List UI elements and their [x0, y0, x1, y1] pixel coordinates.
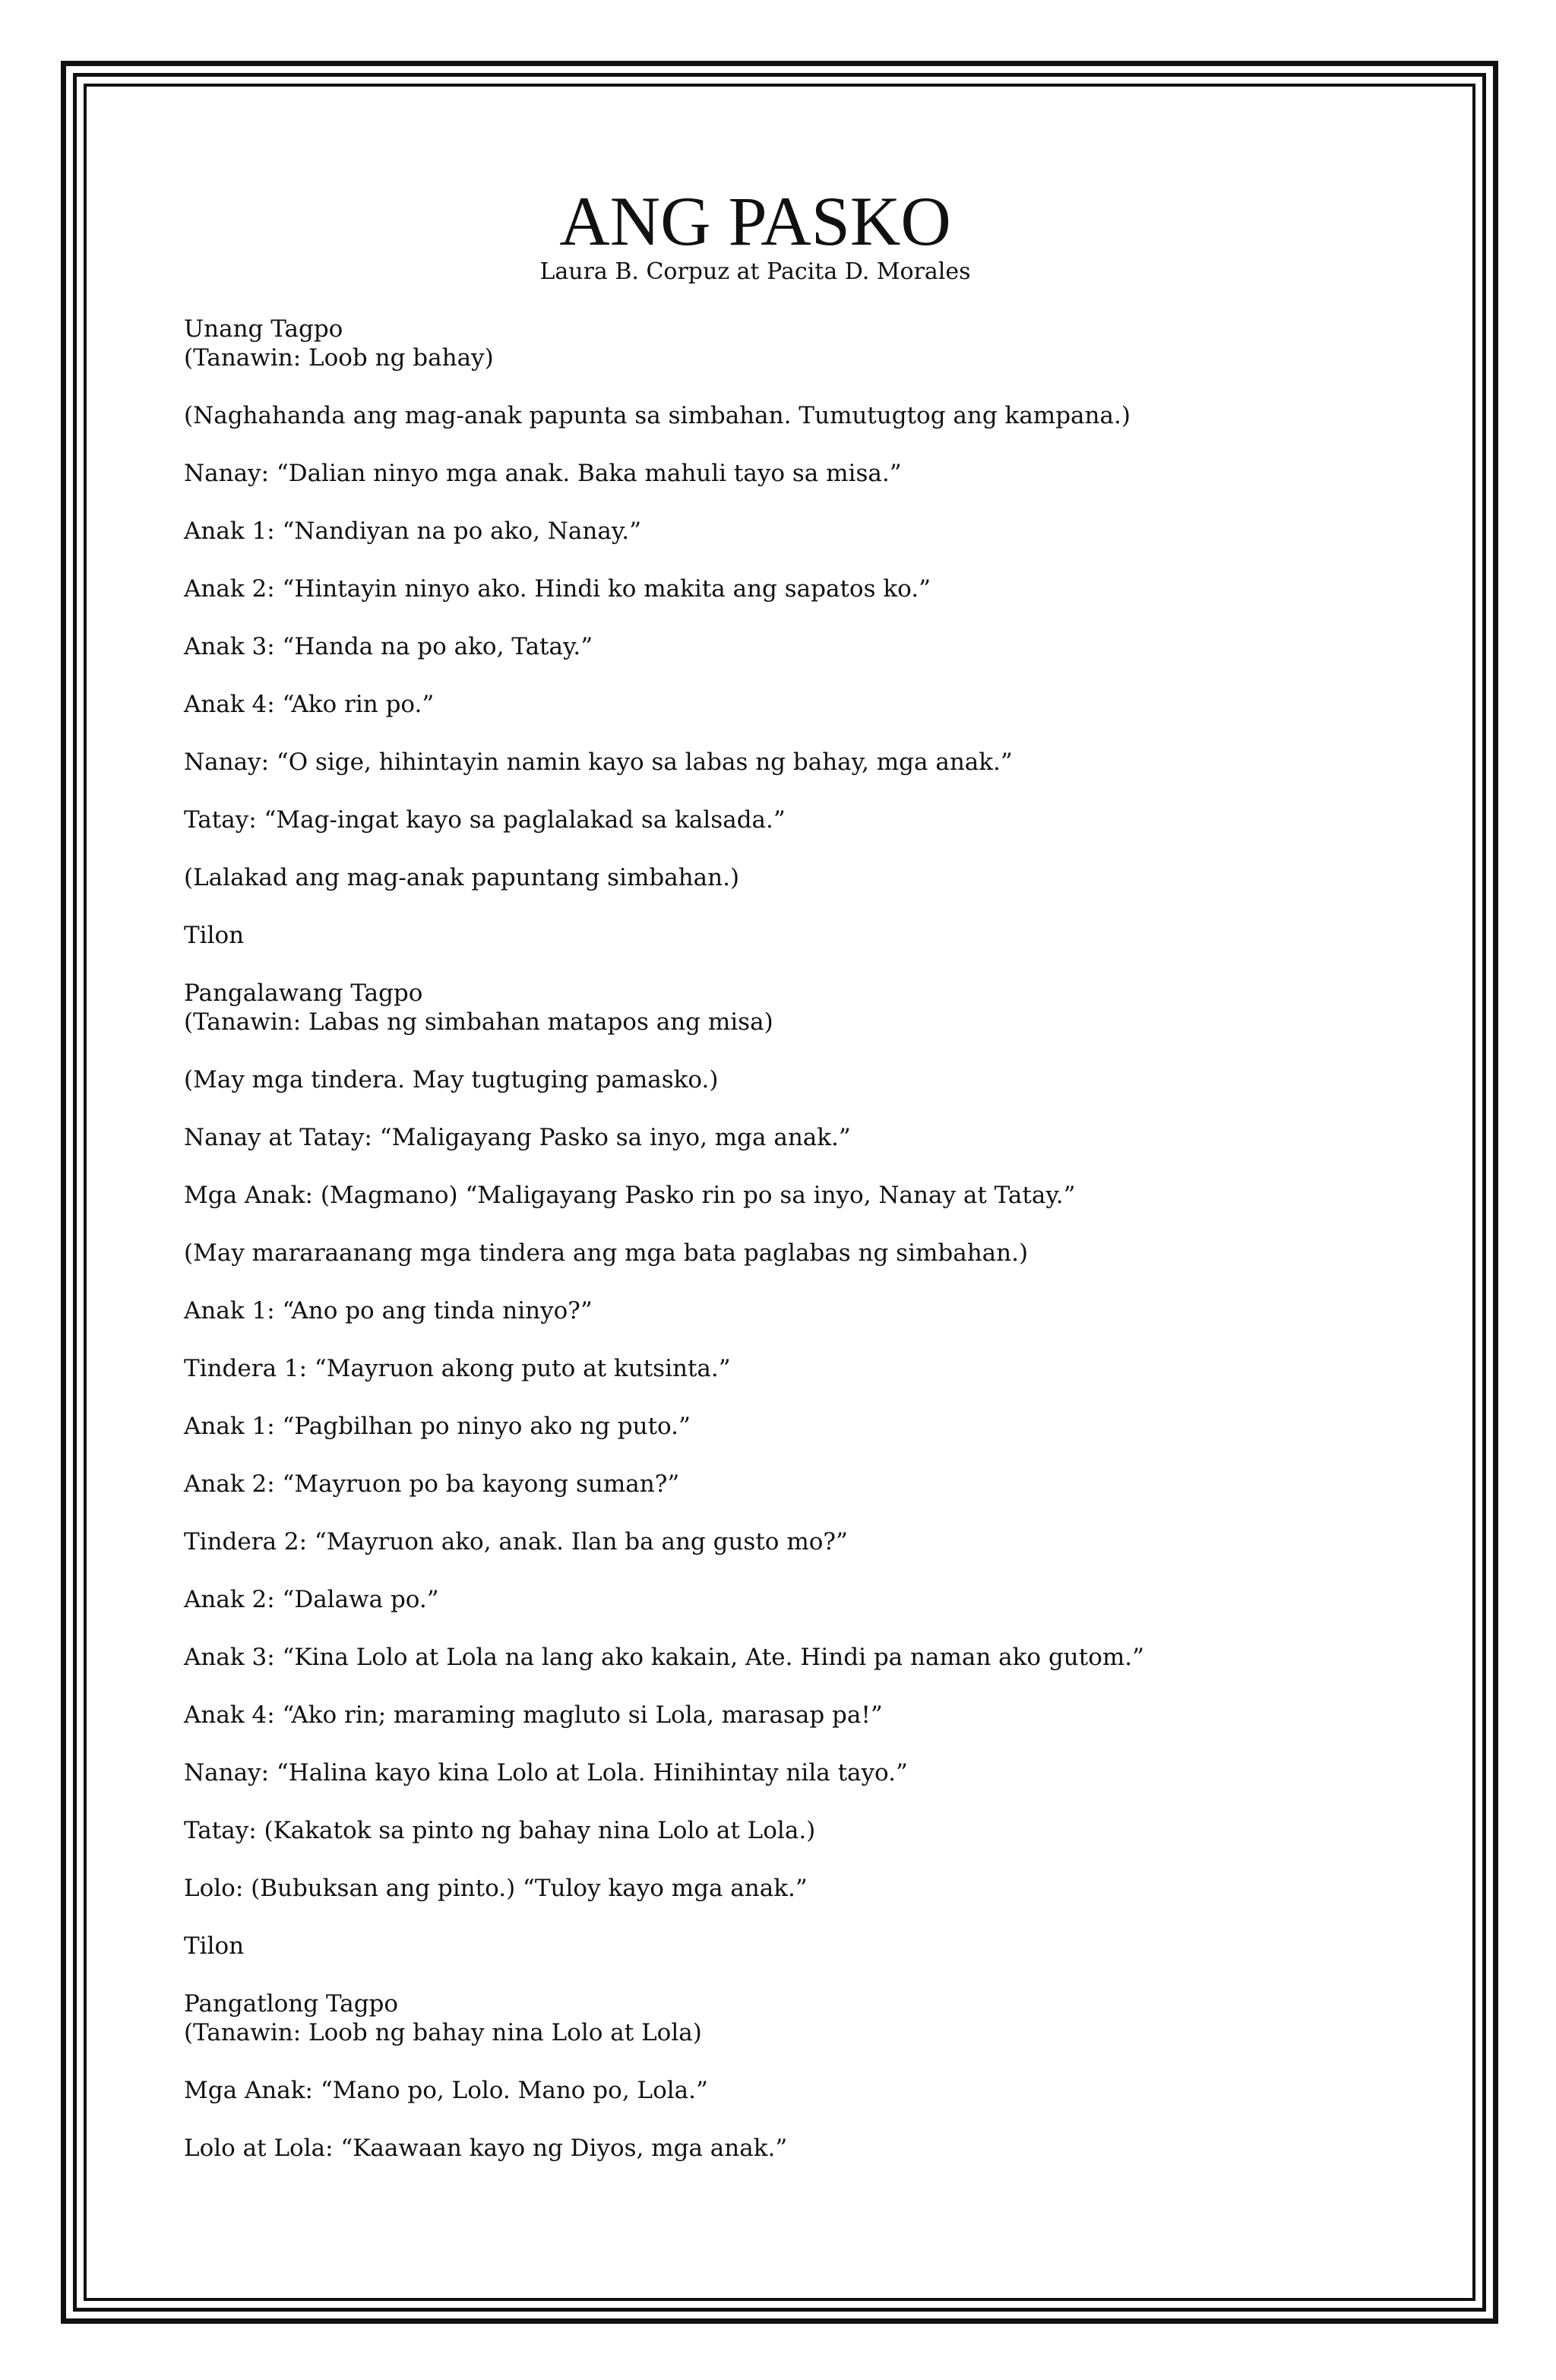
- script-line: Nanay: “O sige, hihintayin namin kayo sa labas ng bahay, mga anak.”: [184, 748, 1013, 776]
- script-line: Mga Anak: “Mano po, Lolo. Mano po, Lola.”: [184, 2077, 708, 2104]
- script-line: Anak 3: “Kina Lolo at Lola na lang ako kakain, Ate. Hindi pa naman ako gutom.”: [184, 1644, 1144, 1671]
- script-line: (May mararaanang mga tindera ang mga bata paglabas ng simbahan.): [184, 1239, 1029, 1267]
- script-line: Anak 3: “Handa na po ako, Tatay.”: [184, 633, 593, 660]
- script-line: Lolo at Lola: “Kaawaan kayo ng Diyos, mga anak.”: [184, 2135, 788, 2162]
- script-line: Tilon: [184, 922, 245, 949]
- script-line: Nanay: “Halina kayo kina Lolo at Lola. Hinihintay nila tayo.”: [184, 1759, 908, 1787]
- authors-line: Laura B. Corpuz at Pacita D. Morales: [539, 258, 971, 285]
- script-line: Anak 2: “Hintayin ninyo ako. Hindi ko makita ang sapatos ko.”: [184, 575, 931, 603]
- script-line: Nanay at Tatay: “Maligayang Pasko sa inyo, mga anak.”: [184, 1124, 851, 1151]
- script-line: (Tanawin: Loob ng bahay nina Lolo at Lola): [184, 2019, 702, 2046]
- script-line: Anak 4: “Ako rin po.”: [184, 691, 435, 718]
- script-line: Tilon: [184, 1932, 245, 1960]
- script-line: Unang Tagpo: [184, 315, 343, 343]
- page-title: ANG PASKO: [559, 182, 951, 260]
- script-line: (May mga tindera. May tugtuging pamasko.): [184, 1066, 719, 1093]
- script-line: Anak 2: “Mayruon po ba kayong suman?”: [184, 1470, 680, 1498]
- script-line: Pangatlong Tagpo: [184, 1990, 399, 2018]
- script-line: Anak 1: “Nandiyan na po ako, Nanay.”: [184, 517, 641, 545]
- script-line: Anak 4: “Ako rin; maraming magluto si Lola, marasap pa!”: [184, 1701, 883, 1729]
- script-line: (Naghahanda ang mag-anak papunta sa simbahan. Tumutugtog ang kampana.): [184, 402, 1131, 429]
- script-line: Tindera 1: “Mayruon akong puto at kutsinta.”: [184, 1355, 731, 1382]
- script-line: Anak 1: “Ano po ang tinda ninyo?”: [184, 1297, 593, 1325]
- script-line: (Lalakad ang mag-anak papuntang simbahan.): [184, 864, 740, 891]
- script-line: Tatay: “Mag-ingat kayo sa paglalakad sa kalsada.”: [184, 806, 786, 834]
- script-line: Tindera 2: “Mayruon ako, anak. Ilan ba ang gusto mo?”: [184, 1528, 848, 1556]
- script-line: Anak 2: “Dalawa po.”: [184, 1586, 439, 1613]
- script-line: Lolo: (Bubuksan ang pinto.) “Tuloy kayo mga anak.”: [184, 1875, 808, 1902]
- script-body: [184, 315, 1369, 2163]
- script-line: Pangalawang Tagpo: [184, 980, 423, 1007]
- script-line: Nanay: “Dalian ninyo mga anak. Baka mahuli tayo sa misa.”: [184, 460, 902, 487]
- script-line: Anak 1: “Pagbilhan po ninyo ako ng puto.”: [184, 1413, 691, 1440]
- script-line: Mga Anak: (Magmano) “Maligayang Pasko rin po sa inyo, Nanay at Tatay.”: [184, 1182, 1076, 1209]
- script-line: (Tanawin: Loob ng bahay): [184, 344, 494, 372]
- script-line: (Tanawin: Labas ng simbahan matapos ang misa): [184, 1008, 773, 1036]
- script-line: Tatay: (Kakatok sa pinto ng bahay nina Lolo at Lola.): [184, 1817, 816, 1844]
